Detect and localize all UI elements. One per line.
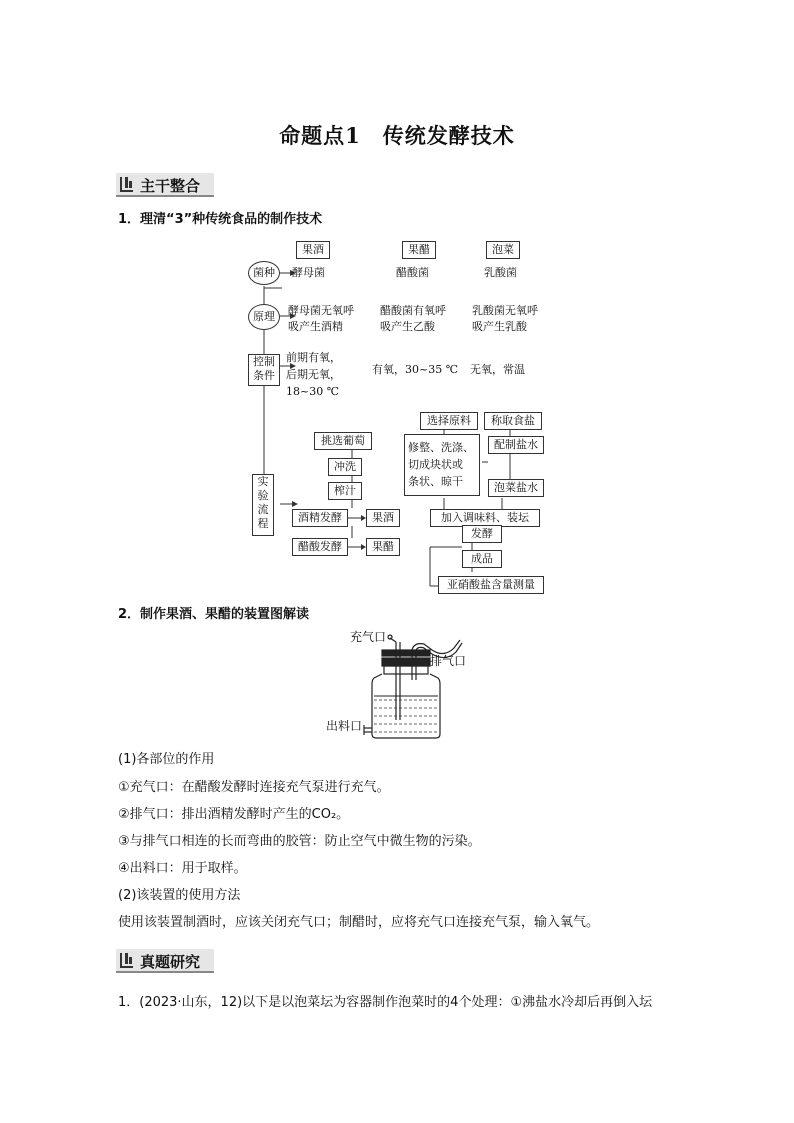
row-label-principle: 原理 bbox=[248, 304, 280, 330]
line-4: ③与排气口相连的长而弯曲的胶管：防止空气中微生物的污染。 bbox=[118, 834, 481, 849]
condition-wine-2: 后期无氧， bbox=[286, 368, 341, 381]
row-label-procedure: 实验流程 bbox=[252, 474, 274, 536]
condition-wine-3: 18~30 ℃ bbox=[286, 385, 340, 398]
fermentation-diagram bbox=[240, 236, 560, 598]
section-header-exam bbox=[116, 949, 214, 973]
principle-pickle-1: 乳酸菌无氧呼 bbox=[472, 304, 538, 317]
label-outlet: 排气口 bbox=[430, 654, 467, 668]
step-juice: 榨汁 bbox=[328, 482, 362, 500]
step-pickle-brine: 泡菜盐水 bbox=[488, 479, 544, 497]
principle-vinegar-2: 吸产生乙酸 bbox=[380, 320, 435, 333]
line-1: (1)各部位的作用 bbox=[118, 752, 215, 767]
line-3: ②排气口：排出酒精发酵时产生的CO₂。 bbox=[118, 807, 350, 822]
step-rinse: 冲洗 bbox=[328, 458, 362, 476]
strain-pickle: 乳酸菌 bbox=[484, 266, 517, 279]
section-header-main bbox=[116, 173, 214, 197]
principle-wine-1: 酵母菌无氧呼 bbox=[288, 304, 354, 317]
condition-vinegar: 有氧，30~35 ℃ bbox=[372, 363, 459, 376]
condition-wine-1: 前期有氧， bbox=[286, 351, 341, 364]
exam-question-1: 1．(2023·山东，12)以下是以泡菜坛为容器制作泡菜时的4个处理：①沸盐水冷却后再倒入坛 bbox=[118, 995, 653, 1010]
col-head-vinegar: 果醋 bbox=[402, 241, 436, 259]
prep-line-3: 条状、晾干 bbox=[408, 475, 463, 488]
line-7: 使用该装置制酒时，应该关闭充气口；制醋时，应将充气口连接充气泵，输入氧气。 bbox=[118, 915, 600, 930]
question-heading-1: 1．理清“3”种传统食品的制作技术 bbox=[118, 212, 323, 227]
step-brine: 配制盐水 bbox=[488, 436, 544, 454]
row-label-strain: 菌种 bbox=[248, 261, 280, 285]
section-title: 主干整合 bbox=[140, 177, 201, 195]
step-ferment: 发酵 bbox=[462, 525, 502, 543]
label-inlet: 充气口 bbox=[350, 630, 387, 644]
principle-vinegar-1: 醋酸菌有氧呼 bbox=[380, 304, 446, 317]
output-vinegar: 果醋 bbox=[366, 538, 400, 556]
step-select-materials: 选择原料 bbox=[420, 412, 478, 430]
label-discharge: 出料口 bbox=[326, 719, 363, 733]
col-head-wine: 果酒 bbox=[296, 241, 330, 259]
step-select-grapes: 挑选葡萄 bbox=[314, 432, 372, 450]
principle-pickle-2: 吸产生乳酸 bbox=[472, 320, 527, 333]
section-icon bbox=[120, 177, 133, 192]
col-head-pickle: 泡菜 bbox=[486, 241, 520, 259]
step-prepare bbox=[404, 434, 480, 496]
fermentation-apparatus bbox=[320, 628, 480, 746]
question-heading-2: 2．制作果酒、果醋的装置图解读 bbox=[118, 607, 310, 622]
strain-vinegar: 醋酸菌 bbox=[396, 266, 429, 279]
page-title: 命题点1 传统发酵技术 bbox=[279, 123, 515, 148]
prep-line-2: 切成块状或 bbox=[408, 458, 463, 471]
principle-wine-2: 吸产生酒精 bbox=[288, 320, 343, 333]
prep-line-1: 修整、洗涤、 bbox=[408, 441, 474, 454]
condition-pickle: 无氧，常温 bbox=[470, 363, 525, 376]
strain-wine: 酵母菌 bbox=[292, 266, 325, 279]
section-icon bbox=[120, 953, 133, 968]
step-acetic-fermentation: 醋酸发酵 bbox=[292, 538, 348, 556]
line-6: (2)该装置的使用方法 bbox=[118, 888, 241, 903]
row-label-conditions: 控制条件 bbox=[248, 354, 280, 386]
step-alcohol-fermentation: 酒精发酵 bbox=[292, 509, 348, 527]
output-wine: 果酒 bbox=[366, 509, 400, 527]
step-product: 成品 bbox=[462, 550, 502, 568]
section-title: 真题研究 bbox=[140, 953, 201, 971]
line-2: ①充气口：在醋酸发酵时连接充气泵进行充气。 bbox=[118, 780, 390, 795]
step-weigh-salt: 称取食盐 bbox=[484, 412, 542, 430]
step-nitrite-measure: 亚硝酸盐含量测量 bbox=[438, 576, 544, 594]
step-season: 加入调味料、装坛 bbox=[430, 509, 540, 527]
line-5: ④出料口：用于取样。 bbox=[118, 861, 247, 876]
